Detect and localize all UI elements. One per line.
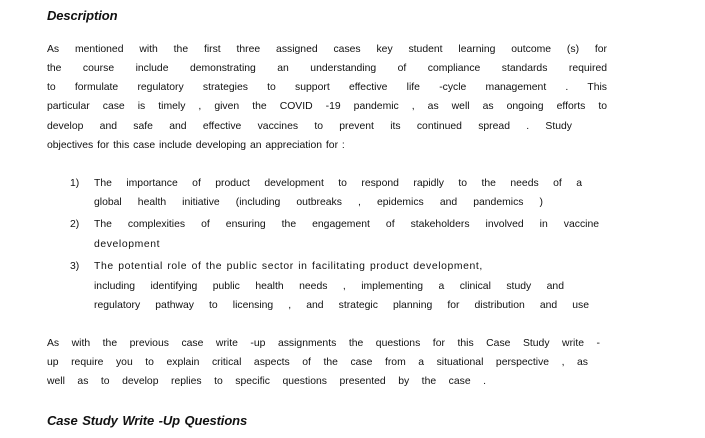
list-number: 1) — [70, 178, 80, 189]
list-number: 2) — [70, 219, 80, 230]
list-number: 3) — [70, 261, 80, 272]
intro-line: to formulate regulatory strategies to support effective life -cycle management . This — [47, 82, 607, 93]
list-item-line: global health initiative (including outbreaks , epidemics and pandemics ) — [94, 197, 543, 208]
list-item-line: development — [94, 239, 161, 250]
list-item-line: including identifying public health needs , implementing a clinical study and — [94, 281, 564, 292]
intro-line: develop and safe and effective vaccines to prevent its continued spread . Study — [47, 121, 572, 132]
list-item-line: The potential role of the public sector in facilitating product development, — [94, 261, 483, 272]
list-item-line: The importance of product development to respond rapidly to the needs of a — [94, 178, 582, 189]
intro-line: particular case is timely , given the COVID -19 pandemic , as well as ongoing efforts to — [47, 101, 607, 112]
intro-line: As mentioned with the first three assigned cases key student learning outcome (s) for — [47, 44, 607, 55]
closing-line: well as to develop replies to specific questions presented by the case . — [47, 376, 486, 387]
list-item-line: The complexities of ensuring the engagement of stakeholders involved in vaccine — [94, 219, 599, 230]
questions-heading: Case Study Write -Up Questions — [47, 413, 248, 428]
intro-line: objectives for this case include developing an appreciation for : — [47, 140, 345, 151]
intro-line: the course include demonstrating an understanding of compliance standards required — [47, 63, 607, 74]
closing-line: As with the previous case write -up assignments the questions for this Case Study write - — [47, 338, 600, 349]
list-item-line: regulatory pathway to licensing , and strategic planning for distribution and use — [94, 300, 589, 311]
closing-line: up require you to explain critical aspects of the case from a situational perspective , as — [47, 357, 588, 368]
description-heading: Description — [47, 8, 118, 23]
